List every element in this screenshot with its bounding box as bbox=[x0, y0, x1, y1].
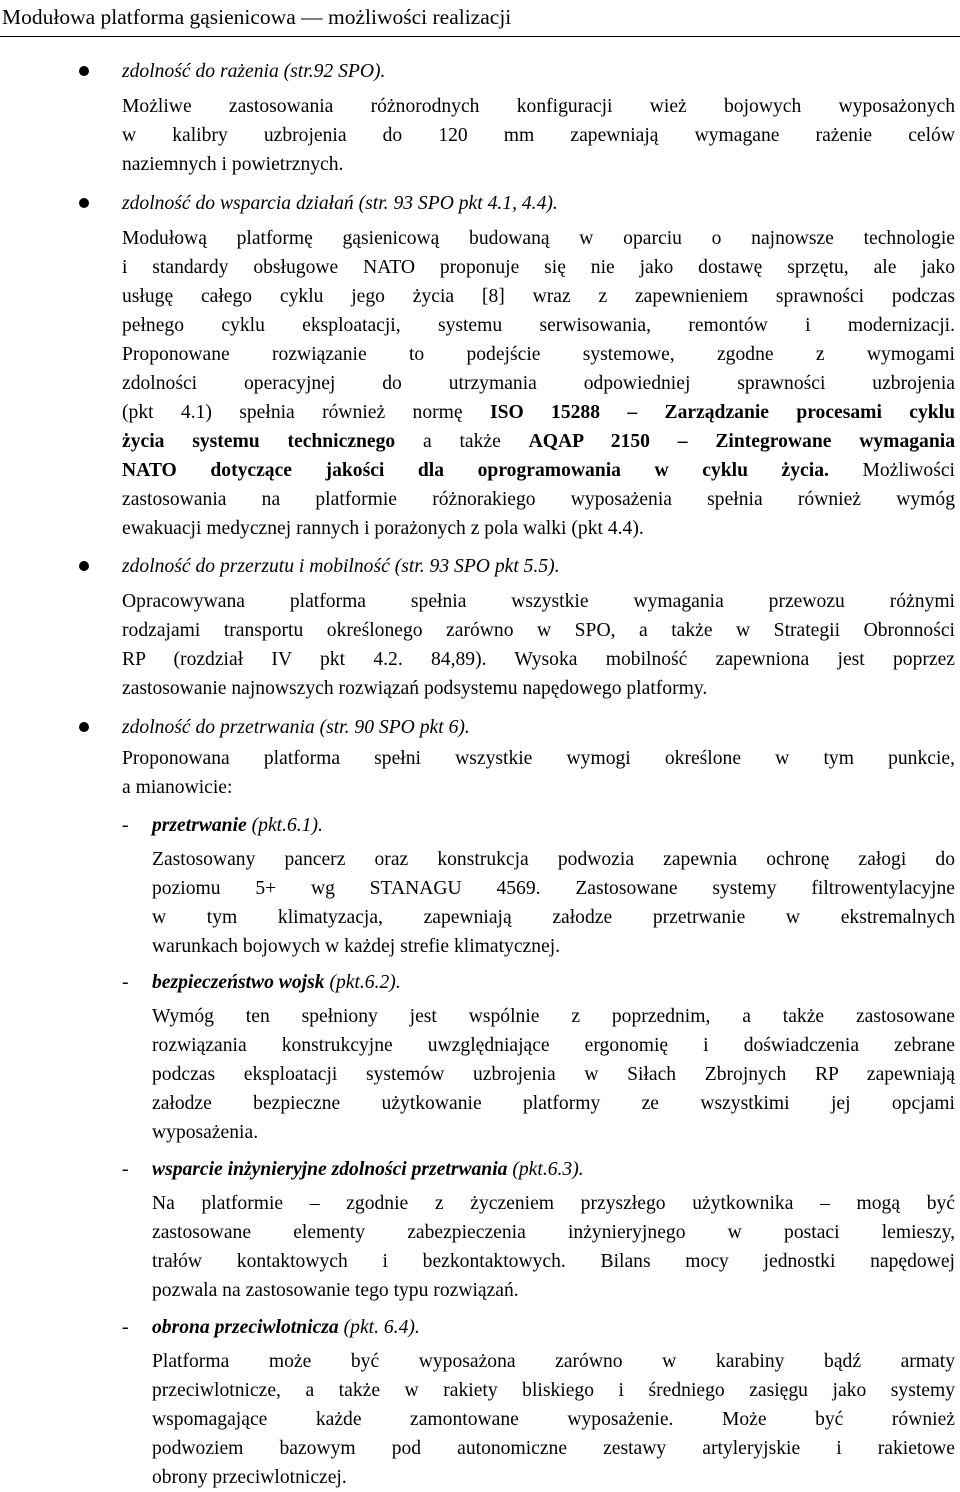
paragraph bbox=[152, 845, 955, 961]
text-line: Możliwe zastosowania różnorodnych konfiguracji wież bojowych wyposażonych bbox=[122, 96, 955, 117]
heading-reference: (pkt.6.2). bbox=[324, 972, 401, 993]
text-line bbox=[122, 398, 955, 427]
heading-reference: (str.92 SPO). bbox=[278, 61, 386, 82]
bullet-icon bbox=[79, 198, 89, 208]
section-heading bbox=[122, 552, 560, 581]
paragraph bbox=[122, 224, 955, 543]
text-line: trałów kontaktowych i bezkontaktowych. Bilans mocy jednostki napędowej bbox=[152, 1251, 955, 1272]
bullet-icon bbox=[79, 66, 89, 76]
text-line: Na platformie – zgodnie z życzeniem przyszłego użytkownika – mogą być bbox=[152, 1193, 955, 1214]
standard-reference: AQAP 2150 – Zintegrowane wymagania bbox=[528, 431, 955, 452]
standard-reference: NATO dotyczące jakości dla oprogramowania w cyklu życia. bbox=[122, 460, 829, 481]
heading-reference: (str. 93 SPO pkt 4.1, 4.4). bbox=[353, 193, 558, 214]
standard-reference: życia systemu technicznego bbox=[122, 431, 396, 452]
section-heading bbox=[122, 189, 558, 218]
dash-marker: - bbox=[122, 1159, 129, 1180]
text-line: zastosowanie najnowszych rozwiązań podsystemu napędowego platformy. bbox=[122, 678, 708, 699]
page-header bbox=[0, 0, 960, 37]
text-line bbox=[122, 427, 955, 456]
text-line: pozwala na zastosowanie tego typu rozwiązań. bbox=[152, 1280, 519, 1301]
text-line: przeciwlotnicze, a także w rakiety bliskiego i średniego zasięgu jako systemy bbox=[152, 1380, 955, 1401]
heading-emphasis: zdolność do przetrwania bbox=[122, 717, 315, 738]
text-line: warunkach bojowych w każdej strefie klimatycznej. bbox=[152, 936, 561, 957]
header-title: Modułowa platforma gąsienicowa — możliwości realizacji bbox=[2, 5, 512, 29]
dash-marker: - bbox=[122, 815, 129, 836]
heading-reference: (pkt.6.3). bbox=[507, 1159, 584, 1180]
text-line: Proponowana platforma spełni wszystkie wymogi określone w tym punkcie, bbox=[122, 748, 955, 769]
heading-emphasis: wsparcie inżynieryjne zdolności przetrwania bbox=[152, 1159, 508, 1180]
heading-emphasis: przetrwanie bbox=[152, 815, 247, 836]
bullet-icon bbox=[79, 561, 89, 571]
text-line: Proponowane rozwiązanie to podejście systemowe, zgodne z wymogami bbox=[122, 344, 955, 365]
text-line: załodze bezpieczne użytkowanie platformy ze wszystkimi jej opcjami bbox=[152, 1093, 955, 1114]
text-line: i standardy obsługowe NATO proponuje się nie jako dostawę sprzętu, ale jako bbox=[122, 257, 955, 278]
section-heading bbox=[122, 713, 470, 742]
standard-reference: ISO 15288 – Zarządzanie procesami cyklu bbox=[489, 402, 956, 423]
heading-emphasis: zdolność do rażenia bbox=[122, 61, 279, 82]
paragraph bbox=[122, 744, 955, 802]
text-line: pełnego cyklu eksploatacji, systemu serwisowania, remontów i modernizacji. bbox=[122, 315, 955, 336]
text-line: podwoziem bazowym pod autonomiczne zestawy artyleryjskie i rakietowe bbox=[152, 1438, 955, 1459]
dash-marker: - bbox=[122, 972, 129, 993]
text-line: poziomu 5+ wg STANAGU 4569. Zastosowane systemy filtrowentylacyjne bbox=[152, 878, 955, 899]
text-line: zastosowane elementy zabezpieczenia inżynieryjnego w postaci lemieszy, bbox=[152, 1222, 955, 1243]
text-line: w kalibry uzbrojenia do 120 mm zapewniają wymagane rażenie celów bbox=[122, 125, 955, 146]
paragraph bbox=[152, 1347, 955, 1492]
text-line: zastosowania na platformie różnorakiego wyposażenia spełnia również wymóg bbox=[122, 489, 955, 510]
text-line: rodzajami transportu określonego zarówno w SPO, a także w Strategii Obronności bbox=[122, 620, 955, 641]
heading-emphasis: obrona przeciwlotnicza bbox=[152, 1317, 339, 1338]
paragraph bbox=[122, 587, 955, 703]
text-line: Platforma może być wyposażona zarówno w karabiny bądź armaty bbox=[152, 1351, 955, 1372]
text-span: (pkt 4.1) spełnia również normę bbox=[122, 402, 490, 423]
heading-emphasis: bezpieczeństwo wojsk bbox=[152, 972, 325, 993]
text-line: rozwiązania konstrukcyjne uwzględniające ergonomię i doświadczenia zebrane bbox=[152, 1035, 955, 1056]
dash-marker: - bbox=[122, 1317, 129, 1338]
text-line: naziemnych i powietrznych. bbox=[122, 154, 344, 175]
paragraph bbox=[152, 1189, 955, 1305]
text-line: Zastosowany pancerz oraz konstrukcja podwozia zapewnia ochronę załogi do bbox=[152, 849, 955, 870]
subsection-heading bbox=[152, 1313, 420, 1342]
heading-reference: (pkt. 6.4). bbox=[338, 1317, 420, 1338]
text-line: podczas eksploatacji systemów uzbrojenia w Siłach Zbrojnych RP zapewniają bbox=[152, 1064, 955, 1085]
text-span: a także bbox=[395, 431, 529, 452]
text-line bbox=[122, 456, 955, 485]
text-line: zdolności operacyjnej do utrzymania odpowiedniej sprawności uzbrojenia bbox=[122, 373, 955, 394]
text-line: ewakuacji medycznej rannych i porażonych z pola walki (pkt 4.4). bbox=[122, 518, 644, 539]
paragraph bbox=[122, 92, 955, 179]
subsection-heading bbox=[152, 968, 401, 997]
heading-emphasis: zdolność do przerzutu i mobilność bbox=[122, 556, 390, 577]
text-line: wyposażenia. bbox=[152, 1122, 259, 1143]
heading-reference: (str. 93 SPO pkt 5.5). bbox=[389, 556, 560, 577]
heading-emphasis: zdolność do wsparcia działań bbox=[122, 193, 354, 214]
text-line: Modułową platformę gąsienicową budowaną w oparciu o najnowsze technologie bbox=[122, 228, 955, 249]
text-span: Możliwości bbox=[828, 460, 955, 481]
text-line: usługę całego cyklu jego życia [8] wraz z zapewnieniem sprawności podczas bbox=[122, 286, 955, 307]
text-line: RP (rozdział IV pkt 4.2. 84,89). Wysoka mobilność zapewniona jest poprzez bbox=[122, 649, 955, 670]
text-line: a mianowicie: bbox=[122, 777, 233, 798]
section-heading bbox=[122, 57, 385, 86]
heading-reference: (str. 90 SPO pkt 6). bbox=[314, 717, 470, 738]
bullet-icon bbox=[79, 722, 89, 732]
subsection-heading bbox=[152, 811, 323, 840]
text-line: obrony przeciwlotniczej. bbox=[152, 1467, 347, 1488]
subsection-heading bbox=[152, 1155, 584, 1184]
text-line: Opracowywana platforma spełnia wszystkie wymagania przewozu różnymi bbox=[122, 591, 955, 612]
text-line: wspomagające każde zamontowane wyposażenie. Może być również bbox=[152, 1409, 955, 1430]
paragraph bbox=[152, 1002, 955, 1147]
heading-reference: (pkt.6.1). bbox=[246, 815, 323, 836]
text-line: Wymóg ten spełniony jest wspólnie z poprzednim, a także zastosowane bbox=[152, 1006, 955, 1027]
text-line: w tym klimatyzacja, zapewniają załodze przetrwanie w ekstremalnych bbox=[152, 907, 955, 928]
